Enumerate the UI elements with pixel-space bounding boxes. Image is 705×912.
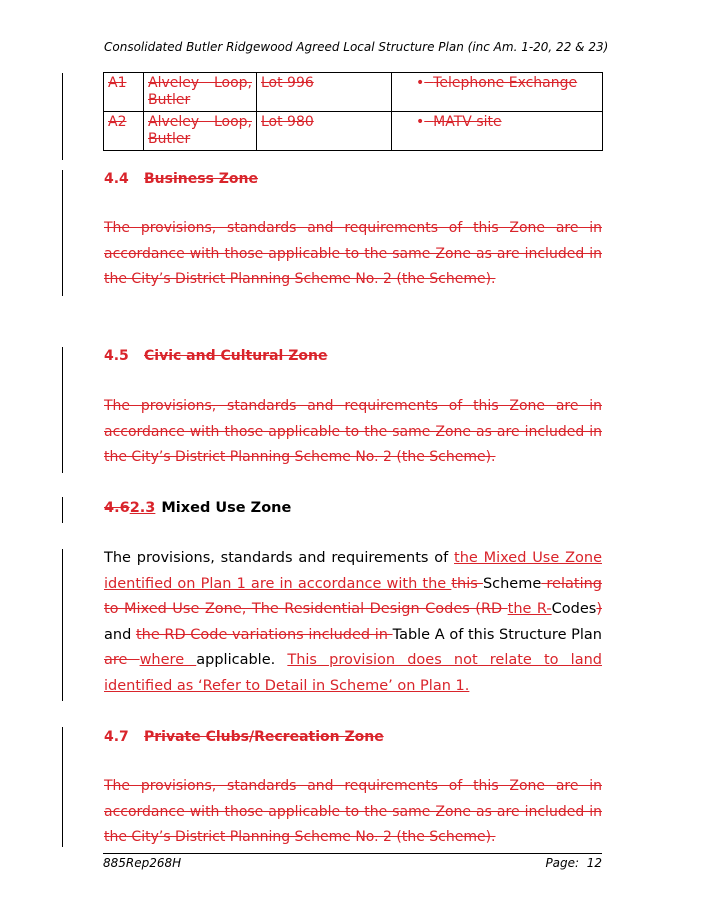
section-title: Business Zone bbox=[144, 171, 259, 187]
footer-document-ref: 885Rep268H bbox=[103, 856, 182, 870]
section-text-clubs: The provisions, standards and requirements of this Zone are in accordance with those applicable to the same Zone as are included in the City’s District Planning Scheme No. 2 (the Scheme). bbox=[104, 778, 602, 845]
section-title: Civic and Cultural Zone bbox=[144, 348, 328, 364]
section-heading-civic bbox=[104, 348, 327, 364]
section-text-business: The provisions, standards and requirements of this Zone are in accordance with those applicable to the same Zone as are included in the City’s District Planning Scheme No. 2 (the Scheme). bbox=[104, 220, 602, 287]
deleted-text: are bbox=[104, 652, 140, 668]
change-bar-business bbox=[62, 170, 63, 296]
cell-code: A1 bbox=[104, 73, 144, 112]
section-number: 4.7 bbox=[104, 729, 129, 745]
inserted-text: the R- bbox=[507, 601, 552, 617]
deleted-text: the RD Code variations included in bbox=[135, 626, 393, 643]
cell-lot: Lot 980 bbox=[257, 112, 392, 151]
inserted-section-number: 2.3 bbox=[129, 500, 156, 516]
section-title: Private Clubs/Recreation Zone bbox=[144, 729, 384, 745]
text-run: The provisions, standards and requirements of bbox=[104, 550, 455, 566]
table-row bbox=[104, 112, 603, 151]
text-run: and bbox=[104, 626, 136, 643]
bullet-icon: • bbox=[416, 114, 425, 130]
cell-code: A2 bbox=[104, 112, 144, 151]
use-text: Telephone Exchange bbox=[433, 75, 578, 91]
assets-table bbox=[103, 72, 603, 151]
page-number: 12 bbox=[586, 856, 602, 870]
footer-page bbox=[540, 856, 602, 870]
deleted-text: relating to Mixed Use Zone, The Residential Design Codes (RD bbox=[104, 575, 602, 617]
bullet-icon: • bbox=[416, 75, 425, 91]
cell-use bbox=[392, 112, 603, 151]
text-run: Scheme bbox=[482, 575, 542, 592]
inserted-text: This provision does not relate to land identified as ‘Refer to Detail in Scheme’ on Plan 1. bbox=[104, 652, 602, 694]
footer-divider bbox=[103, 853, 602, 854]
section-number: 4.4 bbox=[104, 171, 129, 187]
page-header: Consolidated Butler Ridgewood Agreed Local Structure Plan (inc Am. 1-20, 22 & 23) bbox=[104, 40, 609, 54]
deleted-section-number: 4.6 bbox=[104, 500, 130, 516]
change-bar-civic bbox=[62, 347, 63, 473]
text-run: Table A of this Structure Plan bbox=[392, 626, 602, 643]
section-title: Mixed Use Zone bbox=[161, 500, 292, 516]
cell-lot: Lot 996 bbox=[257, 73, 392, 112]
change-bar-table bbox=[62, 73, 63, 160]
inserted-text: the Mixed Use Zone identified on Plan 1 are in accordance with the bbox=[104, 550, 602, 592]
table-row bbox=[104, 73, 603, 112]
section-text-mixed bbox=[104, 546, 602, 699]
cell-location: Alveley Loop, Butler bbox=[144, 112, 257, 151]
section-heading-mixed bbox=[104, 500, 291, 516]
section-number: 4.5 bbox=[104, 348, 129, 364]
section-text-civic: The provisions, standards and requirements of this Zone are in accordance with those applicable to the same Zone as are included in the City’s District Planning Scheme No. 2 (the Scheme). bbox=[104, 398, 602, 465]
text-run: applicable. bbox=[196, 652, 288, 668]
use-text: MATV site bbox=[433, 114, 502, 130]
change-bar-mixed-heading bbox=[62, 497, 63, 523]
deleted-text: ) bbox=[596, 601, 602, 617]
change-bar-mixed-text bbox=[62, 549, 63, 701]
deleted-text: this bbox=[451, 575, 483, 592]
text-run: Codes bbox=[551, 601, 597, 617]
inserted-text: where bbox=[139, 652, 197, 668]
page-label: Page: bbox=[545, 856, 580, 870]
change-bar-clubs bbox=[62, 727, 63, 847]
cell-use bbox=[392, 73, 603, 112]
section-heading-clubs bbox=[104, 729, 384, 745]
section-heading-business bbox=[104, 171, 258, 187]
cell-location: Alveley Loop, Butler bbox=[144, 73, 257, 112]
